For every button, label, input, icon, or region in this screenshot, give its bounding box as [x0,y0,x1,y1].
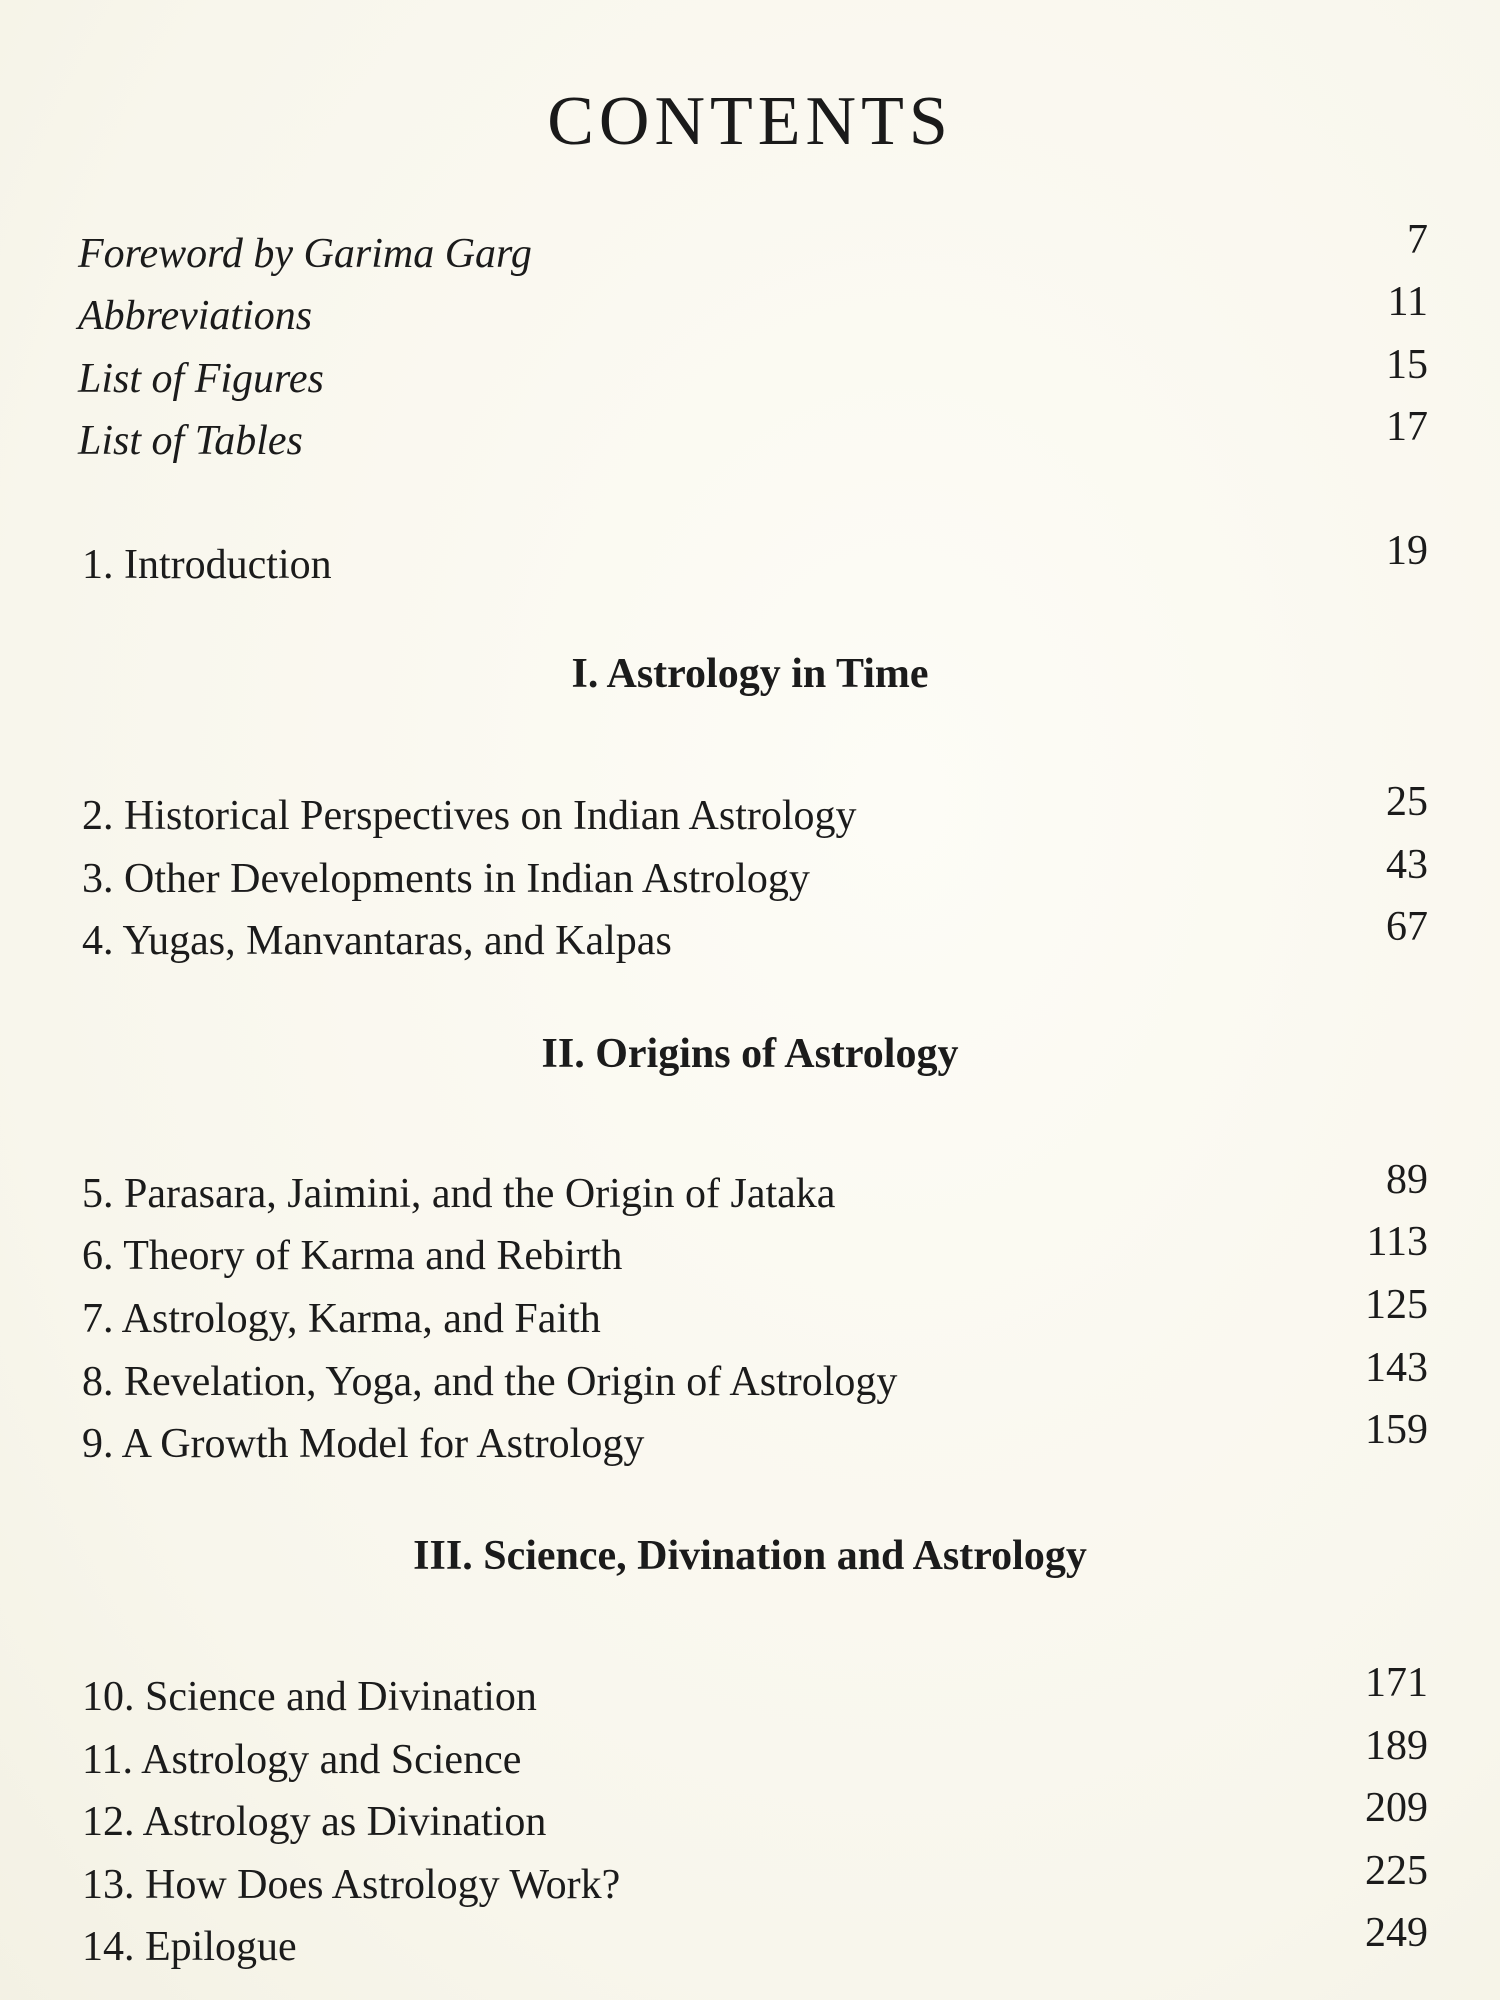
toc-entry-label: List of Figures [78,356,324,402]
toc-entry-label: Foreword by Garima Garg [78,231,532,277]
toc-entry-page: 189 [1365,1723,1428,1769]
toc-entry-foreword [78,216,1428,278]
toc-entry-page: 7 [1407,217,1428,263]
toc-entry-label: 4. Yugas, Manvantaras, and Kalpas [82,918,672,964]
toc-entry-label: 13. How Does Astrology Work? [82,1862,621,1908]
toc-entry-label: List of Tables [78,418,303,464]
toc-entry-chapter [78,1847,1428,1909]
toc-entry-chapter [78,1722,1428,1784]
toc-entry-chapter [78,1784,1428,1846]
toc-entry-page: 159 [1365,1407,1428,1453]
toc-entry-page: 225 [1365,1848,1428,1894]
toc-entry-chapter [78,1909,1428,1971]
toc-entry-chapter [78,1281,1428,1343]
toc-entry-page: 43 [1386,842,1428,888]
toc-entry-page: 17 [1386,404,1428,450]
toc-entry-chapter [78,1406,1428,1468]
toc-entry-label: 11. Astrology and Science [82,1737,522,1783]
toc-entry-abbreviations [78,278,1428,340]
toc-entry-page: 171 [1365,1660,1428,1706]
toc-entry-chapter [78,903,1428,965]
toc-entry-label: 8. Revelation, Yoga, and the Origin of Astrology [82,1359,898,1405]
toc-entry-label: 12. Astrology as Divination [82,1799,547,1845]
toc-entry-introduction [78,527,1428,589]
toc-entry-chapter [78,841,1428,903]
toc-entry-page: 19 [1386,528,1428,574]
toc-entry-label: 5. Parasara, Jaimini, and the Origin of Jataka [82,1171,836,1217]
part-heading: I. Astrology in Time [571,651,929,697]
toc-entry-label: 1. Introduction [82,542,332,588]
toc-entry-chapter [78,1659,1428,1721]
toc-entry-page: 143 [1365,1345,1428,1391]
toc-entry-chapter [78,1218,1428,1280]
toc-entry-page: 15 [1386,342,1428,388]
toc-entry-page: 67 [1386,904,1428,950]
toc-entry-label: 3. Other Developments in Indian Astrology [82,856,810,902]
toc-entry-chapter [78,1156,1428,1218]
toc-entry-label: 10. Science and Divination [82,1674,537,1720]
toc-entry-page: 11 [1387,279,1428,325]
toc-entry-label: 6. Theory of Karma and Rebirth [82,1233,623,1279]
toc-entry-page: 249 [1365,1910,1428,1956]
part-heading: III. Science, Divination and Astrology [413,1533,1087,1579]
toc-entry-label: 7. Astrology, Karma, and Faith [82,1296,601,1342]
page-title: CONTENTS [547,83,953,160]
toc-entry-page: 113 [1366,1219,1428,1265]
toc-entry-page: 25 [1386,779,1428,825]
toc-entry-page: 209 [1365,1785,1428,1831]
toc-entry-list-of-tables [78,403,1428,465]
part-heading: II. Origins of Astrology [541,1031,959,1077]
toc-entry-label: 2. Historical Perspectives on Indian Astrology [82,793,857,839]
toc-entry-label: 9. A Growth Model for Astrology [82,1421,645,1467]
toc-entry-label: Abbreviations [78,293,313,339]
toc-entry-list-of-figures [78,341,1428,403]
toc-entry-page: 125 [1365,1282,1428,1328]
toc-entry-chapter [78,778,1428,840]
toc-entry-page: 89 [1386,1157,1428,1203]
toc-entry-chapter [78,1344,1428,1406]
toc-entry-label: 14. Epilogue [82,1924,297,1970]
